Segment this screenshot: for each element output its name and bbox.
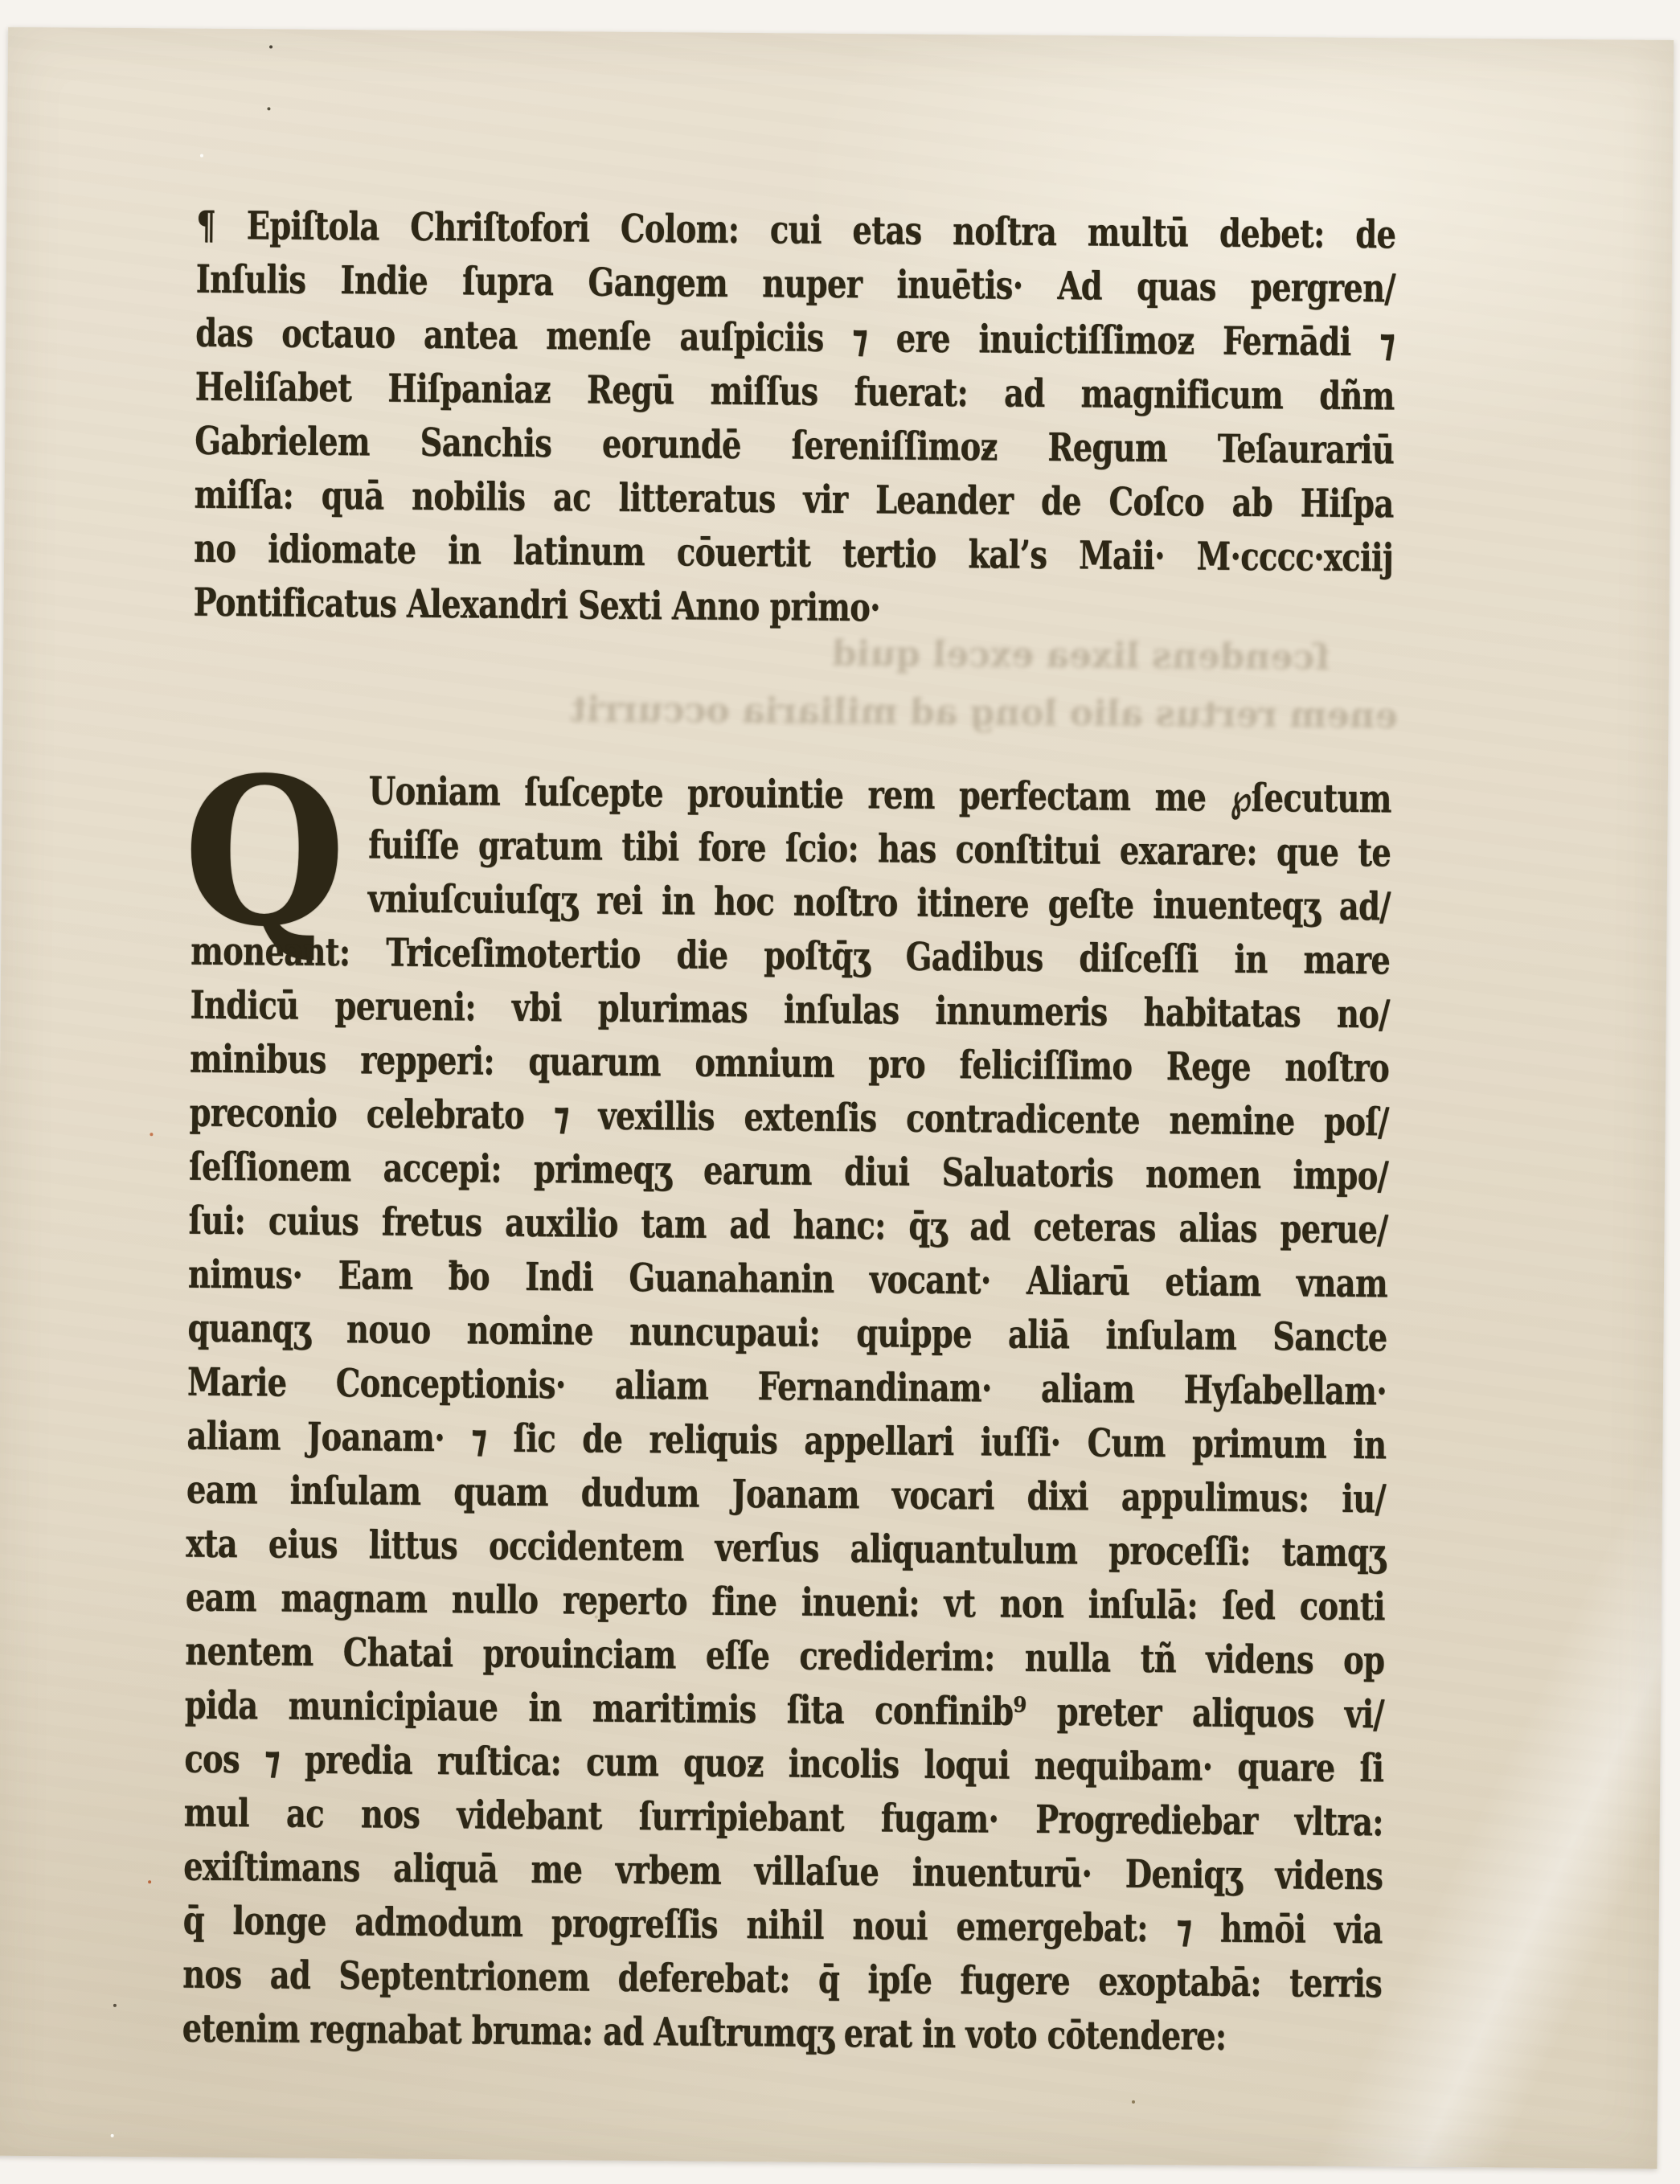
drop-cap-initial-q: Q: [182, 732, 347, 973]
body-line: vniuſcuiuſqʒ rei in hoc noſtro itinere geſte inuenteqʒ ad∕: [367, 876, 1391, 930]
body-line: nimus· Eam ƀo Indi Guanahanin vocant· Aliarū etiam vnam: [187, 1252, 1388, 1307]
body-line: ſeſſionem accepi: primeqʒ earum diui Saluatoris nomen impo∕: [188, 1144, 1389, 1199]
body-line: nentem Chatai prouinciam eſſe crediderim: nulla tñ videns op: [185, 1629, 1385, 1684]
body-line: eam magnam nullo reperto fine inueni: vt non inſulā: ſed conti: [185, 1575, 1386, 1630]
body-line: ſui: cuius fretus auxilio tam ad hanc: q̄ʒ ad ceteras alias perue∕: [188, 1198, 1388, 1253]
body-line: pida municipiaue in maritimis ſita confinib⁹ preter aliquos vi∕: [184, 1682, 1385, 1738]
heading-line: Heliſabet Hiſpaniaƶ Regū miſſus fuerat: ad magnificum dñm: [195, 364, 1395, 420]
body-line: mul ac nos videbant ſurripiebant fugam· Progrediebar vltra:: [183, 1790, 1383, 1846]
heading-line: no idiomate in latinum cōuertit tertio kal’s Maii· M·cccc·xciij: [193, 526, 1394, 581]
show-through-text-line: ſcendens lixea excel quid: [831, 633, 1330, 678]
body-line: fuiſſe gratum tibi fore ſcio: has conſtitui exarare: que te: [368, 822, 1391, 876]
heading-line: Inſulis Indie ſupra Gangem nuper inuētis· Ad quas pergren∕: [195, 256, 1395, 312]
body-line: exiſtimans aliquā me vrbem villaſue inuenturū· Deniqʒ videns: [183, 1844, 1383, 1899]
heading-line: das octauo antea menſe auſpiciis ⁊ ere inuictiſſimoƶ Fernādi ⁊: [195, 310, 1395, 366]
body-paragraph: [182, 732, 1680, 2068]
body-line: aliam Joanam· ⁊ ſic de reliquis appellari iuſſi· Cum primum in: [186, 1413, 1387, 1469]
body-line: nos ad Septentrionem deferebat: q̄ ipſe fugere exoptabā: terris: [182, 1952, 1383, 2007]
heading-line: miſſa: quā nobilis ac litteratus vir Leander de Coſco ab Hiſpa: [194, 472, 1394, 527]
body-line: xta eius littus occidentem verſus aliquantulum proceſſi: tamqʒ: [186, 1521, 1386, 1576]
show-through-text-line: enem rertus alio long ad miliaria occurrit: [570, 689, 1398, 737]
body-line: Marie Conceptionis· aliam Fernandinam· aliam Hyſabellam·: [186, 1359, 1387, 1415]
letter-page: [0, 27, 1674, 2169]
body-line: minibus repperi: quarum omnium pro feliciſſimo Rege noſtro: [189, 1036, 1390, 1092]
body-line: cos ⁊ predia ruſtica: cum quoƶ incolis loqui nequibam· quare ſi: [184, 1736, 1384, 1792]
heading-line: Gabrielem Sanchis eorundē ſereniſſimoƶ Regum Teſaurariū: [194, 418, 1395, 473]
body-line: preconio celebrato ⁊ vexillis extenſis contradicente nemine poſ∕: [189, 1090, 1389, 1145]
body-line: quanqʒ nouo nomine nuncupaui: quippe aliā inſulam Sancte: [187, 1305, 1387, 1361]
body-line: moneant: Triceſimotertio die poſtq̄ʒ Gadibus diſceſſi in mare: [190, 928, 1391, 984]
body-line: Indicū perueni: vbi plurimas inſulas innumeris habitatas no∕: [190, 982, 1390, 1038]
text-block: [181, 29, 1397, 2167]
body-line: etenim regnabat bruma: ad Auſtrumqʒ erat in voto cōtendere:: [182, 2006, 1227, 2059]
body-line: eam inſulam quam dudum Joanam vocari dixi appulimus: iu∕: [186, 1467, 1387, 1522]
heading-paragraph: [193, 199, 1680, 642]
body-line: Uoniam ſuſcepte prouintie rem perfectam me ℘ſecutum: [368, 768, 1391, 822]
heading-line: ¶ Epiſtola Chriſtofori Colom: cui etas noſtra multū debet: de: [196, 203, 1396, 258]
body-line: q̄ longe admodum progreſſis nihil noui emergebat: ⁊ hmōi via: [182, 1898, 1383, 1953]
heading-line: Pontificatus Alexandri Sexti Anno primo·: [193, 580, 881, 631]
